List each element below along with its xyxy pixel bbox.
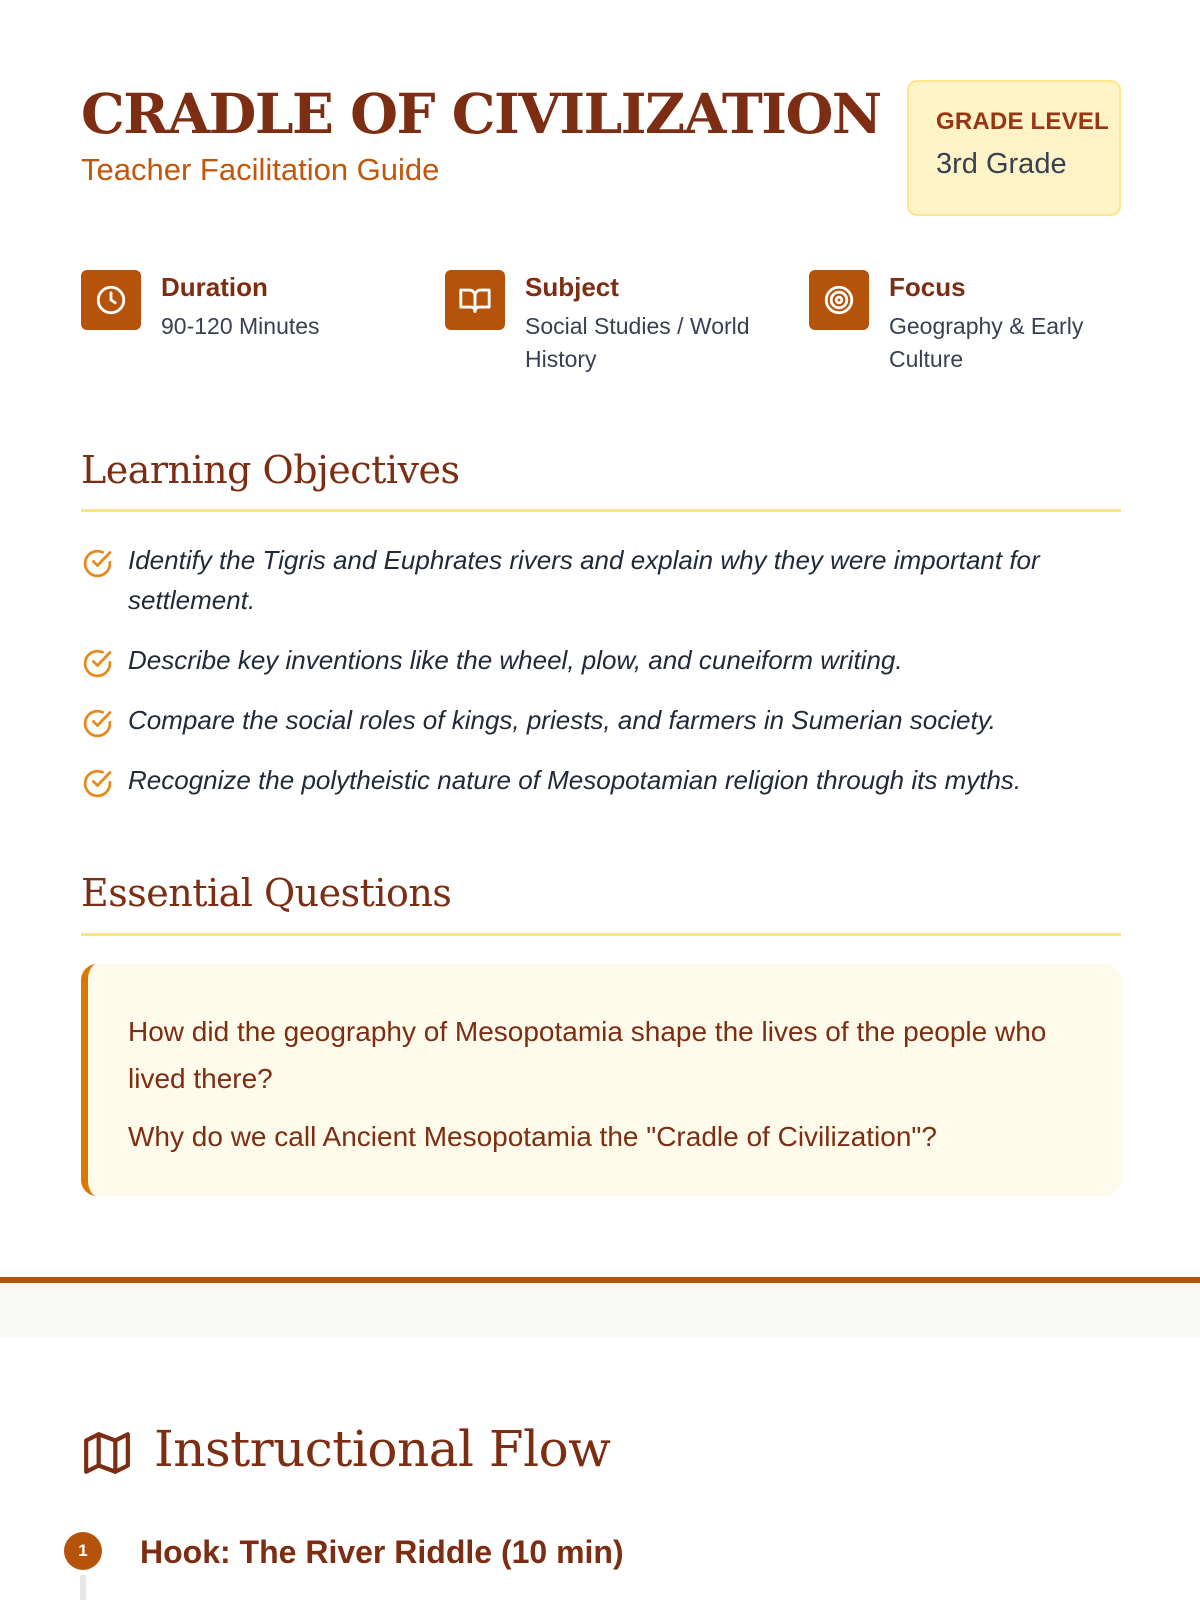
essential-question: Why do we call Ancient Mesopotamia the "Cradle of Civilization"? [128,1121,937,1152]
page-header [81,78,1121,218]
step-number-badge: 1 [64,1532,102,1570]
book-icon [445,270,505,330]
meta-focus [809,270,1139,380]
objective-text: Compare the social roles of kings, priests, and farmers in Sumerian society. [128,705,996,735]
objectives-list [81,540,1121,820]
objective-item [81,540,1121,620]
page-subtitle: Teacher Facilitation Guide [81,152,440,187]
meta-subject-label: Subject [525,272,619,302]
check-circle-icon [81,767,114,800]
grade-level-label: GRADE LEVEL [936,108,1109,135]
timeline-line [80,1575,86,1600]
objectives-heading: Learning Objectives [81,448,460,492]
clock-icon [81,270,141,330]
step-title: Hook: The River Riddle (10 min) [140,1534,624,1570]
objective-text: Describe key inventions like the wheel, plow, and cuneiform writing. [128,645,903,675]
objective-item [81,640,1121,680]
map-icon [82,1428,132,1478]
page-break-band [0,1283,1200,1337]
objective-text: Identify the Tigris and Euphrates rivers and explain why they were important for settlement. [128,545,1040,615]
target-icon [809,270,869,330]
meta-duration-value: 90-120 Minutes [161,313,320,339]
meta-focus-label: Focus [889,272,966,302]
meta-subject [445,270,775,380]
objective-item [81,760,1121,800]
essential-question: How did the geography of Mesopotamia shape the lives of the people who lived there? [128,1016,1047,1094]
objectives-divider [81,509,1121,512]
meta-subject-value: Social Studies / World History [525,313,750,372]
meta-focus-value: Geography & Early Culture [889,313,1084,372]
page-title: CRADLE OF CIVILIZATION [81,81,881,146]
essential-questions-panel [81,964,1121,1196]
meta-duration [81,270,411,380]
questions-heading: Essential Questions [81,871,452,915]
objective-text: Recognize the polytheistic nature of Mesopotamian religion through its myths. [128,765,1022,795]
check-circle-icon [81,547,114,580]
questions-divider [81,933,1121,936]
meta-duration-label: Duration [161,272,268,302]
flow-heading: Instructional Flow [154,1420,611,1478]
check-circle-icon [81,647,114,680]
objective-item [81,700,1121,740]
grade-level-value: 3rd Grade [936,148,1067,180]
check-circle-icon [81,707,114,740]
grade-level-card [907,80,1121,216]
